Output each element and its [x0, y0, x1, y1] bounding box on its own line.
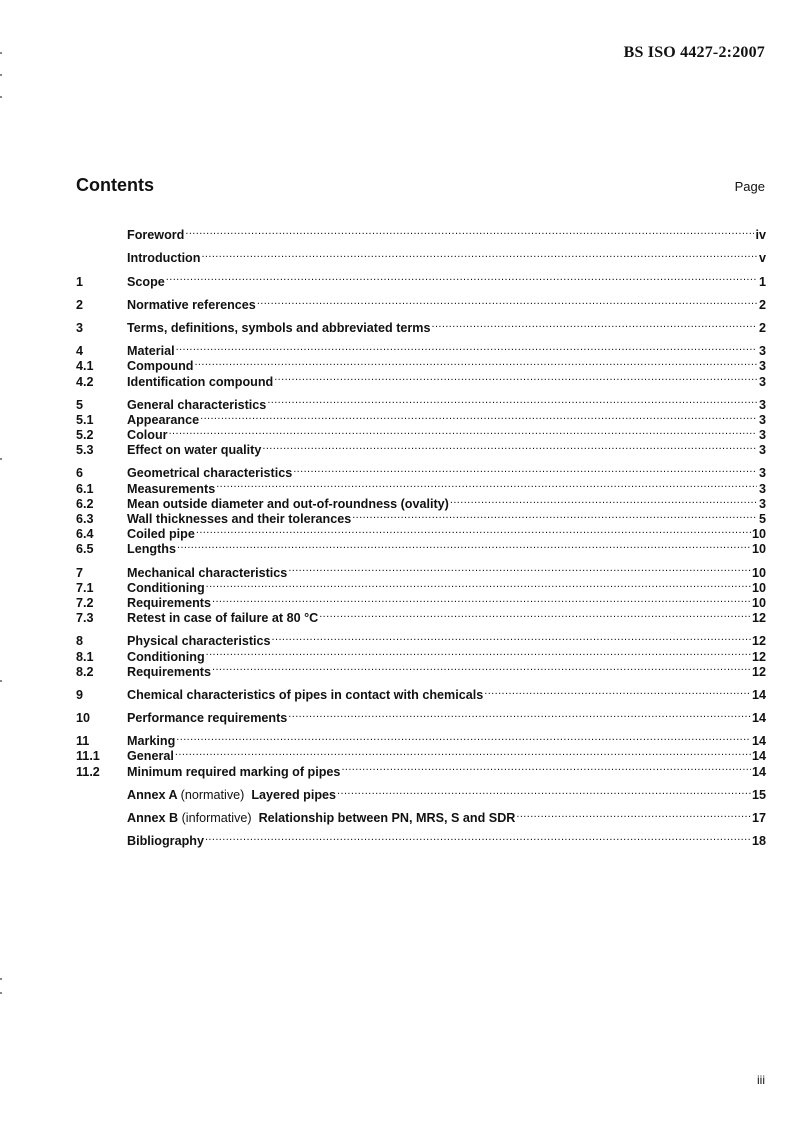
toc-entry[interactable] [76, 394, 766, 412]
toc-entry-number: 2 [76, 297, 84, 312]
toc-entry-title: Terms, definitions, symbols and abbreviated terms [127, 320, 431, 335]
toc-entry-page: 3 [758, 344, 766, 359]
toc-entry-number: 7.3 [76, 611, 94, 626]
toc-entry-number: 5.2 [76, 428, 94, 443]
toc-entry[interactable] [76, 538, 766, 557]
toc-entry-page: 3 [758, 412, 766, 427]
toc-entry-title: Lengths [127, 542, 176, 557]
toc-entry[interactable] [76, 707, 766, 726]
toc-entry-page: 3 [758, 443, 766, 458]
toc-entry[interactable] [76, 807, 766, 825]
toc-entry-title: Mechanical characteristics [127, 565, 288, 580]
toc-dot-leader [176, 340, 757, 355]
toc-entry[interactable] [76, 462, 766, 481]
annex-qualifier: (informative) [181, 811, 252, 825]
toc-group [76, 294, 766, 312]
toc-dot-leader [257, 294, 757, 309]
toc-entry-number: 7.1 [76, 580, 94, 595]
toc-entry-number: 8.1 [76, 649, 94, 664]
toc-entry[interactable] [76, 439, 766, 458]
toc-dot-leader [484, 684, 751, 699]
toc-entry-title: Coiled pipe [127, 527, 195, 542]
toc-entry[interactable] [76, 760, 766, 779]
toc-entry-title: Material [127, 344, 175, 359]
toc-group [76, 224, 766, 243]
toc-entry-page: 14 [751, 687, 766, 702]
toc-entry-title: Effect on water quality [127, 443, 262, 458]
toc-entry-page: 14 [751, 749, 766, 764]
toc-entry-page: 14 [751, 734, 766, 749]
toc-entry-page: 10 [751, 580, 766, 595]
toc-entry-page: v [758, 251, 766, 266]
toc-dot-leader [432, 317, 758, 332]
toc-entry-number: 6 [76, 466, 84, 481]
toc-dot-leader [267, 394, 757, 409]
toc-entry-title: Bibliography [127, 834, 204, 849]
toc-entry-title: Appearance [127, 412, 200, 427]
toc-group [76, 784, 766, 802]
toc-dot-leader [212, 592, 751, 607]
toc-dot-leader [196, 523, 751, 538]
document-identifier: BS ISO 4427-2:2007 [623, 44, 765, 61]
toc-entry[interactable] [76, 830, 766, 849]
toc-entry[interactable] [76, 684, 766, 702]
toc-entry-page: 18 [751, 834, 766, 849]
toc-entry-title: Scope [127, 274, 165, 289]
toc-entry-number: 11.2 [76, 764, 100, 779]
toc-entry-page: 2 [758, 320, 766, 335]
toc-entry-number: 5 [76, 397, 84, 412]
toc-entry[interactable] [76, 424, 766, 443]
toc-entry-number: 6.3 [76, 512, 94, 526]
toc-entry-number: 10 [76, 711, 91, 726]
toc-entry-number: 6.5 [76, 542, 94, 557]
toc-entry-page: 3 [758, 481, 766, 496]
toc-group [76, 561, 766, 626]
toc-entry-page: 3 [758, 428, 766, 443]
page-column-header: Page [734, 179, 765, 194]
toc-entry-title [127, 811, 515, 826]
toc-entry[interactable] [76, 630, 766, 649]
toc-entry-page: 1 [758, 274, 766, 289]
annex-title: Layered pipes [251, 787, 337, 802]
toc-dot-leader [205, 830, 751, 845]
toc-entry-number: 5.3 [76, 443, 94, 458]
toc-entry[interactable] [76, 317, 766, 335]
annex-title: Relationship between PN, MRS, S and SDR [258, 811, 516, 825]
annex-label: Annex B [127, 811, 179, 825]
toc-group [76, 630, 766, 679]
toc-dot-leader [206, 577, 751, 592]
toc-entry-number: 7 [76, 565, 84, 580]
toc-entry-title: Minimum required marking of pipes [127, 764, 341, 779]
toc-dot-leader [206, 645, 751, 660]
toc-dot-leader [337, 784, 751, 799]
toc-entry-number: 11.1 [76, 749, 100, 764]
toc-entry-page: 10 [751, 595, 766, 610]
footer-page-number: iii [757, 1073, 765, 1087]
toc-entry[interactable] [76, 561, 766, 580]
toc-dot-leader [341, 760, 751, 775]
toc-dot-leader [216, 477, 757, 492]
toc-entry[interactable] [76, 247, 766, 266]
toc-entry[interactable] [76, 270, 766, 289]
toc-entry-title: Normative references [127, 297, 256, 312]
toc-dot-leader [450, 493, 757, 508]
toc-entry-number: 4 [76, 344, 84, 359]
toc-dot-leader [288, 561, 751, 576]
page-title: Contents [76, 175, 154, 195]
toc-entry-title [127, 788, 336, 803]
table-of-contents [76, 224, 766, 853]
toc-group [76, 340, 766, 389]
toc-entry[interactable] [76, 340, 766, 359]
margin-marks [0, 0, 4, 1122]
toc-entry[interactable] [76, 784, 766, 802]
toc-entry-title: General [127, 749, 174, 764]
toc-entry[interactable] [76, 294, 766, 312]
toc-entry-title: Marking [127, 734, 176, 749]
toc-entry-title: Wall thicknesses and their tolerances [127, 512, 352, 526]
toc-entry-title: General characteristics [127, 397, 267, 412]
toc-entry-page: 3 [758, 496, 766, 511]
toc-entry-page: 15 [751, 787, 766, 802]
toc-dot-leader [352, 508, 757, 523]
toc-group [76, 317, 766, 335]
toc-entry-number: 6.1 [76, 481, 94, 496]
toc-group [76, 247, 766, 266]
toc-entry-title: Requirements [127, 664, 211, 679]
toc-entry-page: 3 [758, 374, 766, 389]
toc-entry-page: 10 [751, 527, 766, 542]
annex-qualifier: (normative) [180, 787, 245, 802]
toc-entry-title: Requirements [127, 595, 211, 610]
toc-entry-page: 10 [751, 542, 766, 557]
toc-entry-page: 2 [758, 297, 766, 312]
toc-entry-page: 17 [751, 811, 766, 825]
toc-entry[interactable] [76, 355, 766, 374]
toc-dot-leader [319, 607, 751, 622]
toc-dot-leader [166, 270, 757, 285]
toc-group [76, 830, 766, 849]
toc-entry-page: 12 [751, 634, 766, 649]
toc-entry-title: Geometrical characteristics [127, 466, 293, 481]
toc-group [76, 270, 766, 289]
toc-entry-number: 7.2 [76, 595, 94, 610]
toc-dot-leader [185, 224, 754, 239]
annex-label: Annex A [127, 787, 178, 802]
toc-dot-leader [200, 409, 757, 424]
toc-entry-page: 5 [758, 512, 766, 526]
toc-entry-page: 10 [751, 565, 766, 580]
toc-dot-leader [175, 745, 751, 760]
toc-entry-title: Identification compound [127, 374, 274, 389]
toc-dot-leader [177, 538, 751, 553]
toc-entry-page: 14 [751, 764, 766, 779]
toc-entry[interactable] [76, 730, 766, 749]
toc-entry-number: 4.2 [76, 374, 94, 389]
toc-dot-leader [212, 661, 751, 676]
toc-entry-number: 8 [76, 634, 84, 649]
toc-dot-leader [201, 247, 757, 262]
toc-entry-title: Foreword [127, 228, 185, 243]
toc-entry-title: Measurements [127, 481, 216, 496]
toc-dot-leader [262, 439, 757, 454]
toc-entry-page: 12 [751, 664, 766, 679]
toc-entry-number: 6.2 [76, 496, 94, 511]
toc-dot-leader [194, 355, 757, 370]
toc-entry-title: Colour [127, 428, 168, 443]
toc-entry-title: Physical characteristics [127, 634, 271, 649]
toc-group [76, 462, 766, 557]
toc-entry-page: 12 [751, 611, 766, 626]
toc-entry-page: 14 [751, 711, 766, 726]
toc-dot-leader [272, 630, 751, 645]
toc-entry-number: 11 [76, 734, 90, 749]
toc-entry-number: 3 [76, 320, 84, 335]
toc-group [76, 684, 766, 702]
toc-entry-title: Retest in case of failure at 80 °C [127, 611, 319, 626]
toc-entry-title: Performance requirements [127, 711, 288, 726]
toc-entry-page: 12 [751, 649, 766, 664]
toc-entry-page: 3 [758, 466, 766, 481]
toc-dot-leader [516, 807, 751, 822]
toc-dot-leader [274, 370, 757, 385]
toc-entry-page: 3 [758, 397, 766, 412]
toc-entry-number: 4.1 [76, 359, 94, 374]
toc-dot-leader [293, 462, 757, 477]
toc-entry-title: Chemical characteristics of pipes in contact with chemicals [127, 687, 484, 702]
toc-group [76, 707, 766, 726]
toc-group [76, 730, 766, 779]
toc-entry-number: 6.4 [76, 527, 94, 542]
toc-entry-title: Introduction [127, 251, 201, 266]
toc-dot-leader [288, 707, 751, 722]
toc-dot-leader [169, 424, 757, 439]
toc-entry[interactable] [76, 224, 766, 243]
toc-entry-number: 8.2 [76, 664, 94, 679]
toc-entry-number: 5.1 [76, 412, 94, 427]
toc-entry-title: Mean outside diameter and out-of-roundness (ovality) [127, 496, 449, 511]
toc-entry-title: Conditioning [127, 649, 205, 664]
toc-group [76, 394, 766, 458]
toc-entry-title: Compound [127, 359, 194, 374]
toc-entry-number: 9 [76, 687, 84, 702]
toc-entry-number: 1 [76, 274, 84, 289]
toc-dot-leader [176, 730, 751, 745]
toc-entry-page: iv [755, 228, 766, 243]
toc-entry-title: Conditioning [127, 580, 205, 595]
toc-entry[interactable] [76, 745, 766, 764]
toc-entry-page: 3 [758, 359, 766, 374]
toc-group [76, 807, 766, 825]
